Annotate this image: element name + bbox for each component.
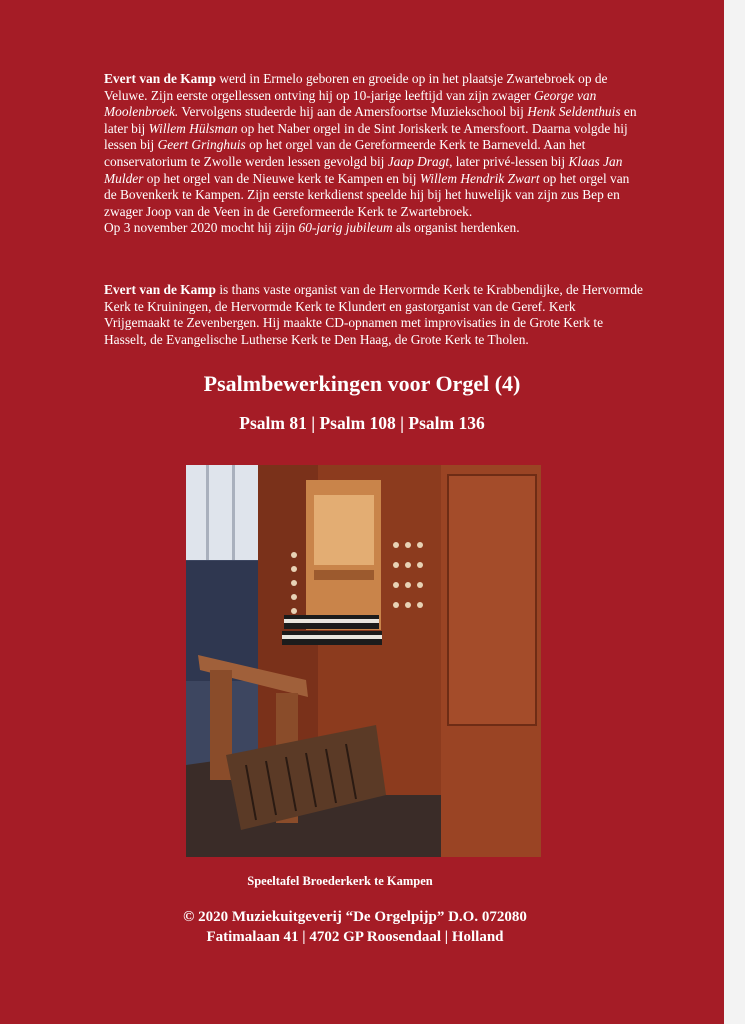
bio-text: en later bij (104, 104, 637, 136)
copyright-line: © 2020 Muziekuitgeverij “De Orgelpijp” D.O. 072080 (183, 909, 527, 925)
bio-name: Evert van de Kamp (104, 71, 216, 86)
psalm-list: Psalm 81 | Psalm 108 | Psalm 136 (239, 413, 485, 433)
publication-title: Psalmbewerkingen voor Orgel (4) (203, 371, 521, 396)
address-line: Fatimalaan 41 | 4702 GP Roosendaal | Holland (206, 929, 504, 945)
bio-text: Vervolgens studeerde hij aan de Amersfoortse Muziekschool bij (178, 104, 528, 120)
bio-text: op het orgel van de Gereformeerde Kerk te Barneveld. Aan het conservatorium te Zwolle werden lessen gevolgd bij (104, 137, 586, 169)
bio-text: op het orgel van de Bovenkerk te Kampen. Zijn eerste kerkdienst speelde hij bij het huwelijk van zijn zus Bep en zwager Joop van de Veen in de Gereformeerde Kerk te Zwartebroek. (104, 170, 630, 219)
organ-console-photo (186, 465, 541, 857)
bio-emphasis: Henk Seldenthuis (527, 104, 621, 120)
bio-text: , later privé-lessen bij (449, 153, 569, 169)
bio-text: Op 3 november 2020 mocht hij zijn (104, 220, 299, 236)
bio-emphasis: Willem Hülsman (148, 120, 238, 136)
photo-caption: Speeltafel Broederkerk te Kampen (247, 874, 433, 888)
bio-emphasis: 60-jarig jubileum (298, 220, 393, 236)
bio-emphasis: Klaas Jan Mulder (104, 153, 623, 186)
bio-text: op het orgel van de Nieuwe kerk te Kampen en bij (143, 170, 420, 186)
bio-emphasis: Jaap Dragt (387, 153, 450, 169)
bio-emphasis: Willem Hendrik Zwart (419, 170, 540, 186)
bio-text: werd in Ermelo geboren en groeide op in het plaatsje Zwartebroek op de Veluwe. Zijn eerste orgellessen ontving hij op 10-jarige leeftijd van zijn zwager (104, 71, 608, 103)
bio-emphasis: Geert Gringhuis (157, 137, 246, 153)
bio-text: als organist herdenken. (392, 220, 520, 236)
bio-text: is thans vaste organist van de Hervormde Kerk te Krabbendijke, de Hervormde Kerk te Kruiningen, de Hervormde Kerk te Klundert en gastorganist van de Geref. Kerk Vrijgemaakt te Zevenbergen. Hij maakte CD-opnamen met improvisaties in de Grote Kerk te Hasselt, de Evangelische Lutherse Kerk te Den Haag, de Grote Kerk te Tholen. (104, 282, 643, 347)
bio-paragraph-1 (104, 71, 644, 237)
scan-margin (724, 0, 745, 1024)
bio-emphasis: George van Moolenbroek. (104, 87, 597, 120)
bio-paragraph-2 (104, 282, 644, 348)
publisher-info (0, 907, 710, 947)
bio-text: op het Naber orgel in de Sint Joriskerk te Amersfoort. Daarna volgde hij lessen bij (104, 120, 628, 153)
bio-name: Evert van de Kamp (104, 282, 216, 297)
